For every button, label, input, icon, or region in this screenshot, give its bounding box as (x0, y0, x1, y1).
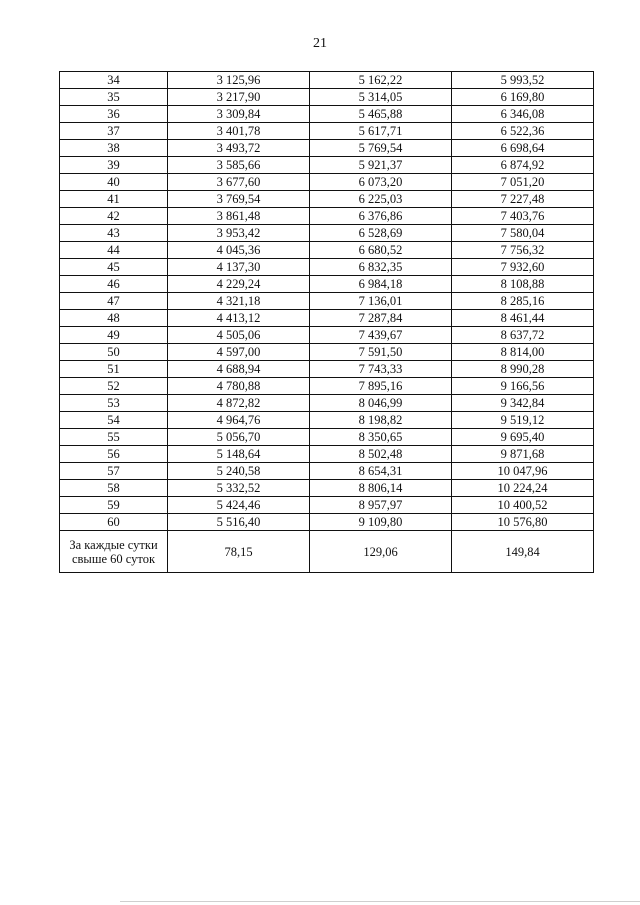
amount-cell: 4 780,88 (168, 378, 310, 395)
day-count-cell: 51 (60, 361, 168, 378)
day-count-cell: 50 (60, 344, 168, 361)
extra-days-amount-cell: 149,84 (452, 531, 594, 573)
amount-cell: 4 229,24 (168, 276, 310, 293)
amount-cell: 8 814,00 (452, 344, 594, 361)
amount-cell: 5 314,05 (310, 89, 452, 106)
amount-cell: 3 309,84 (168, 106, 310, 123)
table-row (60, 123, 594, 140)
day-count-cell: 55 (60, 429, 168, 446)
table-row (60, 514, 594, 531)
amount-cell: 7 227,48 (452, 191, 594, 208)
day-count-cell: 57 (60, 463, 168, 480)
table-row (60, 361, 594, 378)
amount-cell: 8 285,16 (452, 293, 594, 310)
table-row (60, 225, 594, 242)
amount-cell: 9 109,80 (310, 514, 452, 531)
day-count-cell: 49 (60, 327, 168, 344)
day-count-cell: 42 (60, 208, 168, 225)
day-count-cell: 37 (60, 123, 168, 140)
amount-cell: 4 505,06 (168, 327, 310, 344)
table-row (60, 89, 594, 106)
amount-cell: 3 493,72 (168, 140, 310, 157)
amount-cell: 7 051,20 (452, 174, 594, 191)
amount-cell: 7 580,04 (452, 225, 594, 242)
table-row (60, 327, 594, 344)
amount-cell: 7 743,33 (310, 361, 452, 378)
amount-cell: 5 516,40 (168, 514, 310, 531)
amount-cell: 4 045,36 (168, 242, 310, 259)
amount-cell: 4 597,00 (168, 344, 310, 361)
amount-cell: 10 047,96 (452, 463, 594, 480)
amount-cell: 6 832,35 (310, 259, 452, 276)
amount-cell: 6 874,92 (452, 157, 594, 174)
amount-cell: 7 439,67 (310, 327, 452, 344)
table-row (60, 157, 594, 174)
day-count-cell: 38 (60, 140, 168, 157)
table-row (60, 259, 594, 276)
table-row (60, 463, 594, 480)
amount-cell: 6 698,64 (452, 140, 594, 157)
amount-cell: 4 413,12 (168, 310, 310, 327)
amount-cell: 4 137,30 (168, 259, 310, 276)
day-count-cell: 43 (60, 225, 168, 242)
table-row (60, 191, 594, 208)
amount-cell: 5 148,64 (168, 446, 310, 463)
amount-cell: 5 921,37 (310, 157, 452, 174)
amount-cell: 7 932,60 (452, 259, 594, 276)
day-count-cell: 44 (60, 242, 168, 259)
amount-cell: 6 522,36 (452, 123, 594, 140)
amount-cell: 8 502,48 (310, 446, 452, 463)
extra-days-label-line1: За каждые сутки (69, 537, 158, 552)
amount-cell: 5 424,46 (168, 497, 310, 514)
amount-cell: 5 769,54 (310, 140, 452, 157)
amount-cell: 5 056,70 (168, 429, 310, 446)
table-row (60, 242, 594, 259)
amount-cell: 3 677,60 (168, 174, 310, 191)
amount-cell: 6 225,03 (310, 191, 452, 208)
amount-cell: 8 957,97 (310, 497, 452, 514)
day-count-cell: 46 (60, 276, 168, 293)
amount-cell: 8 806,14 (310, 480, 452, 497)
amount-cell: 8 046,99 (310, 395, 452, 412)
table-row (60, 310, 594, 327)
amount-cell: 9 519,12 (452, 412, 594, 429)
amount-cell: 8 350,65 (310, 429, 452, 446)
day-count-cell: 59 (60, 497, 168, 514)
amount-cell: 7 136,01 (310, 293, 452, 310)
table-row (60, 72, 594, 89)
table-row (60, 208, 594, 225)
table-row (60, 276, 594, 293)
day-count-cell: 52 (60, 378, 168, 395)
scan-edge-line (120, 901, 640, 902)
day-count-cell: 48 (60, 310, 168, 327)
day-count-cell: 58 (60, 480, 168, 497)
amount-cell: 6 346,08 (452, 106, 594, 123)
table-row (60, 497, 594, 514)
amount-cell: 4 321,18 (168, 293, 310, 310)
extra-days-label-cell (60, 531, 168, 573)
day-count-cell: 47 (60, 293, 168, 310)
amount-cell: 9 342,84 (452, 395, 594, 412)
day-count-cell: 36 (60, 106, 168, 123)
amount-cell: 3 125,96 (168, 72, 310, 89)
amount-cell: 7 756,32 (452, 242, 594, 259)
day-count-cell: 35 (60, 89, 168, 106)
table-row (60, 395, 594, 412)
table-row (60, 446, 594, 463)
amount-cell: 9 871,68 (452, 446, 594, 463)
amount-cell: 9 166,56 (452, 378, 594, 395)
amount-cell: 3 217,90 (168, 89, 310, 106)
table-row (60, 293, 594, 310)
amount-cell: 5 617,71 (310, 123, 452, 140)
amount-cell: 6 528,69 (310, 225, 452, 242)
amount-cell: 8 990,28 (452, 361, 594, 378)
amount-cell: 5 240,58 (168, 463, 310, 480)
table-row (60, 106, 594, 123)
amount-cell: 8 198,82 (310, 412, 452, 429)
amount-cell: 7 591,50 (310, 344, 452, 361)
amount-cell: 7 895,16 (310, 378, 452, 395)
extra-days-label-line2: свыше 60 суток (71, 551, 156, 566)
extra-days-amount-cell: 129,06 (310, 531, 452, 573)
day-count-cell: 45 (60, 259, 168, 276)
amount-cell: 3 861,48 (168, 208, 310, 225)
amount-cell: 6 680,52 (310, 242, 452, 259)
amount-cell: 10 400,52 (452, 497, 594, 514)
amount-cell: 3 953,42 (168, 225, 310, 242)
rate-table-body (60, 72, 594, 573)
day-count-cell: 41 (60, 191, 168, 208)
day-count-cell: 40 (60, 174, 168, 191)
rate-table (59, 71, 594, 573)
extra-days-amount-cell: 78,15 (168, 531, 310, 573)
amount-cell: 10 224,24 (452, 480, 594, 497)
amount-cell: 7 287,84 (310, 310, 452, 327)
table-row (60, 378, 594, 395)
amount-cell: 3 401,78 (168, 123, 310, 140)
amount-cell: 5 993,52 (452, 72, 594, 89)
day-count-cell: 34 (60, 72, 168, 89)
amount-cell: 6 169,80 (452, 89, 594, 106)
amount-cell: 8 108,88 (452, 276, 594, 293)
amount-cell: 5 332,52 (168, 480, 310, 497)
table-row (60, 174, 594, 191)
amount-cell: 4 688,94 (168, 361, 310, 378)
amount-cell: 9 695,40 (452, 429, 594, 446)
day-count-cell: 53 (60, 395, 168, 412)
table-row (60, 140, 594, 157)
amount-cell: 6 984,18 (310, 276, 452, 293)
amount-cell: 6 073,20 (310, 174, 452, 191)
amount-cell: 3 585,66 (168, 157, 310, 174)
amount-cell: 8 654,31 (310, 463, 452, 480)
amount-cell: 5 162,22 (310, 72, 452, 89)
page-number: 21 (313, 36, 327, 51)
table-row-extra-days (60, 531, 594, 573)
amount-cell: 5 465,88 (310, 106, 452, 123)
amount-cell: 8 637,72 (452, 327, 594, 344)
day-count-cell: 54 (60, 412, 168, 429)
amount-cell: 8 461,44 (452, 310, 594, 327)
table-row (60, 429, 594, 446)
amount-cell: 6 376,86 (310, 208, 452, 225)
amount-cell: 7 403,76 (452, 208, 594, 225)
amount-cell: 10 576,80 (452, 514, 594, 531)
table-row (60, 480, 594, 497)
amount-cell: 4 872,82 (168, 395, 310, 412)
day-count-cell: 39 (60, 157, 168, 174)
table-row (60, 344, 594, 361)
table-row (60, 412, 594, 429)
amount-cell: 4 964,76 (168, 412, 310, 429)
amount-cell: 3 769,54 (168, 191, 310, 208)
day-count-cell: 60 (60, 514, 168, 531)
day-count-cell: 56 (60, 446, 168, 463)
